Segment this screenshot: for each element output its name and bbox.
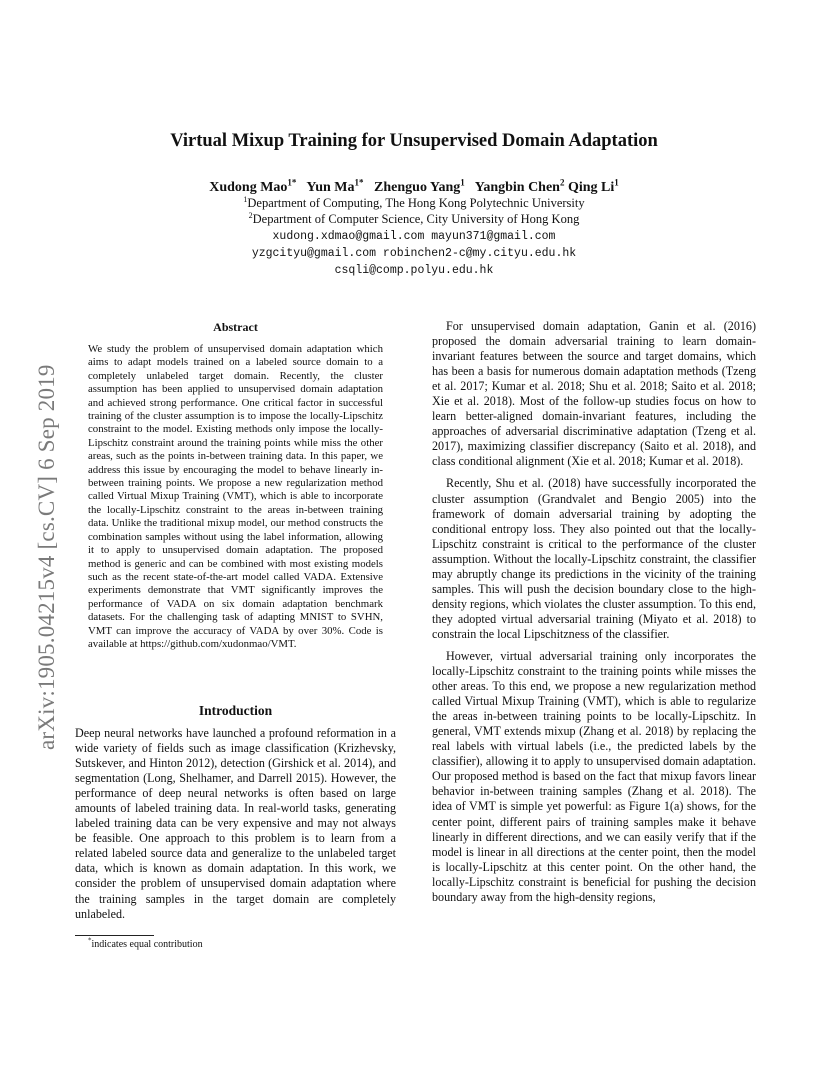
body-paragraph: For unsupervised domain adaptation, Ganin et al. (2016) proposed the domain adversarial training to learn domain-invariant features between the source and target domains, which has been a basis for numerous domain adaptation methods (Tzeng et al. 2017; Kumar et al. 2018; Shu et al. 2018; Saito et al. 2018; Xie et al. 2018). Most of the follow-up studies focus on how to learn better-aligned domain-invariant features, including the approaches of adversarial discriminative adaptation (Tzeng et al. 2017), maximizing classifier discrepancy (Saito et al. 2018), and class conditional alignment (Xie et al. 2018; Kumar et al. 2018). bbox=[432, 319, 756, 469]
abstract-section bbox=[75, 319, 396, 651]
affiliation-text: Department of Computing, The Hong Kong Polytechnic University bbox=[247, 196, 585, 210]
affiliation-mark: 2 bbox=[248, 210, 253, 220]
affiliation bbox=[0, 195, 828, 212]
author-name: Xudong Mao bbox=[209, 180, 288, 195]
introduction-heading: Introduction bbox=[198, 703, 273, 718]
author-mark: 2 bbox=[559, 177, 565, 188]
paper-title: Virtual Mixup Training for Unsupervised Domain Adaptation bbox=[170, 131, 658, 151]
abstract-text: We study the problem of unsupervised domain adaptation which aims to adapt models trained on a labeled source domain to a completely unlabeled target domain. Recently, the cluster assumption has been applied to unsupervised domain adaptation and achieved strong performance. One critical factor in successful training of the cluster assumption is to impose the locally-Lipschitz constraint to the model. Existing methods only impose the locally-Lipschitz constraint around the training points while miss the other areas, such as the points in-between training data. In this paper, we address this issue by encouraging the model to behave linearly in-between training points. We propose a new regularization method called Virtual Mixup Training (VMT), which is able to incorporate the locally-Lipschitz constraint to the areas in-between training data. Unlike the traditional mixup model, our method constructs the combination samples without using the label information, allowing it to apply to unsupervised domain adaptation. The proposed method is generic and can be combined with most existing models such as the recent state-of-the-art model called VADA. Extensive experiments demonstrate that VMT significantly improves the performance of VADA on six domain adaptation benchmark datasets. For the challenging task of adapting MNIST to SVHN, VMT can improve the accuracy of VADA by over 30%. Code is available at https://github.com/xudonmao/VMT. bbox=[88, 343, 383, 650]
affiliation-mark: 1 bbox=[243, 194, 248, 204]
body-paragraph: Recently, Shu et al. (2018) have successfully incorporated the cluster assumption (Grandvalet and Bengio 2005) into the framework of domain adversarial training by adopting the conditional entropy loss. They also pointed out that the locally-Lipschitz constraint is critical to the performance of the cluster assumption. Without the locally-Lipschitz constraint, the classifier may abruptly change its predictions in the vicinity of the training samples. This will push the decision boundary close to the high-density regions, which violates the cluster assumption. To this end, they adopted virtual adversarial training (Miyato et al. 2018) to constrain the local Lipschitzness of the classifier. bbox=[432, 476, 756, 641]
author-mark: 1* bbox=[287, 177, 297, 188]
email-list bbox=[0, 228, 828, 279]
footnote-mark: * bbox=[88, 936, 92, 945]
email-line: yzgcityu@gmail.com robinchen2-c@my.cityu.edu.hk bbox=[251, 247, 577, 260]
introduction-paragraph: Deep neural networks have launched a profound reformation in a wide variety of fields such as image classification (Krizhevsky, Sutskever, and Hinton 2012), detection (Girshick et al. 2014), and segmentation (Long, Shelhamer, and Darrell 2015). However, the performance of deep neural networks is often based on large amounts of labeled training data. In real-world tasks, generating labeled training data can be very expensive and may not always be feasible. One approach to this problem is to learn from a related labeled source data and generalize to the unlabeled target data, which is known as domain adaptation. In this work, we consider the problem of unsupervised domain adaptation where the training samples in the target domain are completely unlabeled. bbox=[75, 726, 396, 921]
author-mark: 1 bbox=[460, 177, 465, 188]
affiliation bbox=[0, 211, 828, 228]
email-line: csqli@comp.polyu.edu.hk bbox=[334, 264, 494, 277]
author-name: Zhenguo Yang bbox=[374, 180, 461, 195]
author-name: Yun Ma bbox=[306, 180, 355, 195]
affiliation-text: Department of Computer Science, City University of Hong Kong bbox=[252, 212, 580, 226]
email-line: xudong.xdmao@gmail.com mayun371@gmail.com bbox=[272, 230, 556, 243]
abstract-heading: Abstract bbox=[213, 320, 258, 334]
arxiv-stamp bbox=[34, 300, 59, 750]
right-column bbox=[432, 319, 756, 905]
footnote bbox=[88, 938, 203, 951]
introduction-section bbox=[75, 702, 396, 922]
author-name: Yangbin Chen bbox=[474, 180, 560, 195]
footnote-rule bbox=[75, 935, 154, 936]
body-paragraph: However, virtual adversarial training only incorporates the locally-Lipschitz constraint to the training points while misses the other areas. To this end, we propose a new regularization method called Virtual Mixup Training (VMT), which is able to regularize the areas in-between training points to be locally-Lipschitz. In general, VMT extends mixup (Zhang et al. 2018) by replacing the real labels with virtual labels (i.e., the predicted labels by the classifier), allowing it to apply to unsupervised domain adaptation. Our proposed method is based on the fact that mixup favors linear behavior in-between training samples (Zhang et al. 2018). The idea of VMT is simple yet powerful: as Figure 1(a) shows, for the center point, different pairs of training samples make it behave linearly in different directions, and we can easily verify that if the model is linear in all directions at the center point, then the model is locally-Lipschitz at this center point. On the other hand, the locally-Lipschitz constraint is beneficial for pushing the decision boundary away from the high-density regions, bbox=[432, 648, 756, 904]
author-name: Qing Li bbox=[567, 180, 615, 195]
author-mark: 1 bbox=[614, 177, 619, 188]
arxiv-stamp-text: arXiv:1905.04215v4 [cs.CV] 6 Sep 2019 bbox=[34, 364, 59, 750]
author-mark: 1* bbox=[354, 177, 364, 188]
footnote-text: indicates equal contribution bbox=[91, 939, 203, 950]
